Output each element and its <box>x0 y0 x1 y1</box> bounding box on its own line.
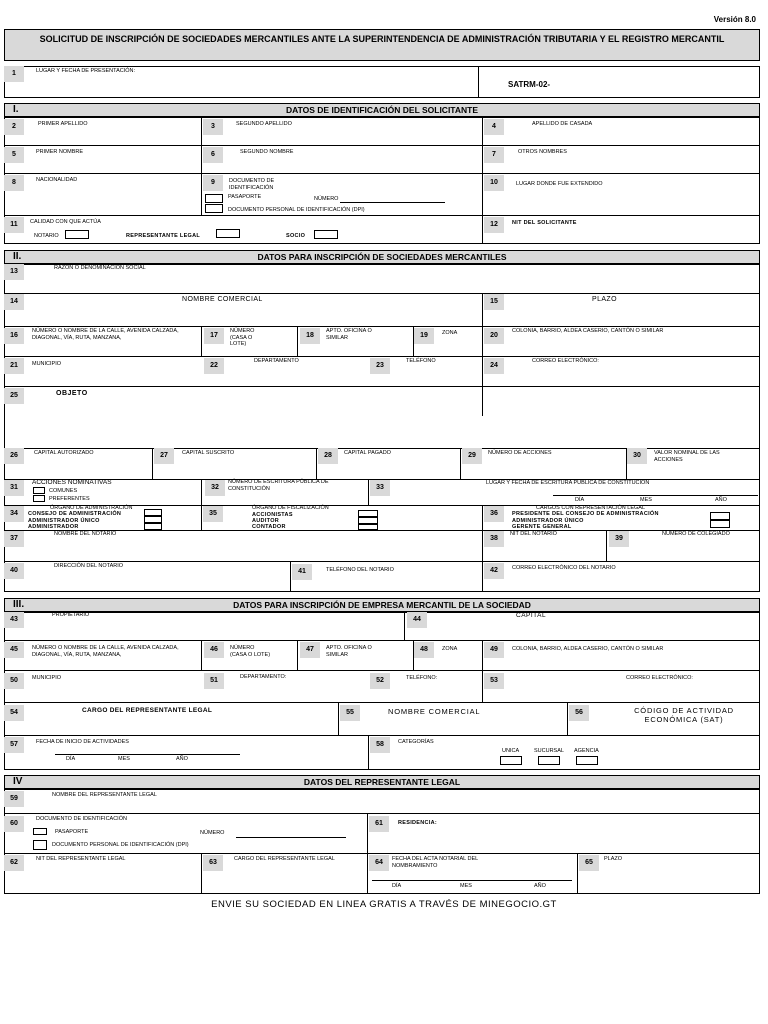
rule-line <box>482 117 483 244</box>
field-number: 12 <box>484 217 504 233</box>
field-number: 48 <box>414 642 434 658</box>
field-label: COLONIA, BARRIO, ALDEA CASERIO, CANTÓN O SIMILAR <box>512 328 664 334</box>
field-number: 49 <box>484 642 504 658</box>
section-4-header: IV DATOS DEL REPRESENTANTE LEGAL <box>4 775 760 789</box>
field-number: 51 <box>204 673 224 689</box>
version-label: Versión 8.0 <box>713 15 756 24</box>
notario-checkbox[interactable] <box>65 230 89 239</box>
field-number: 33 <box>370 480 390 496</box>
field-number: 22 <box>204 358 224 374</box>
form-title: SOLICITUD DE INSCRIPCIÓN DE SOCIEDADES MERCANTILES ANTE LA SUPERINTENDENCIA DE ADMINISTRACIÓN TRIBUTARIA Y EL REGISTRO MERCANTIL <box>39 34 725 44</box>
field-label: NÚMERO DE ESCRITURA PÚBLICA DE CONSTITUCIÓN <box>228 479 329 492</box>
field-label: CAPITAL PAGADO <box>344 450 391 456</box>
rule-line <box>4 386 760 387</box>
field-label: DOCUMENTO DE IDENTIFICACIÓN <box>36 816 127 822</box>
field-label: NOMBRE DEL NOTARIO <box>54 531 117 537</box>
comunes-checkbox[interactable] <box>33 487 45 494</box>
field-number: 50 <box>4 673 24 689</box>
gerente-checkbox[interactable] <box>710 520 730 528</box>
field-label: AÑO <box>176 756 188 762</box>
field-number: 10 <box>484 175 504 191</box>
field-label: CAPITAL <box>516 612 547 619</box>
administrador-checkbox[interactable] <box>144 523 162 530</box>
rule-line <box>577 853 578 894</box>
field-label: ÓRGANO DE FISCALIZACIÓN <box>252 505 329 511</box>
field-number: 24 <box>484 358 504 374</box>
rule-line <box>4 735 760 736</box>
presidente-checkbox[interactable] <box>710 512 730 520</box>
field-number: 57 <box>4 737 24 753</box>
field-11-label: CALIDAD CON QUE ACTÚA <box>30 219 101 225</box>
field-label: TELÉFONO: <box>406 675 438 681</box>
field-number: 21 <box>4 358 24 374</box>
rule-line <box>4 670 760 671</box>
field-label: COLONIA, BARRIO, ALDEA CASERIO, CANTÓN O SIMILAR <box>512 646 664 652</box>
field-number: 46 <box>204 642 224 658</box>
field-label: UNICA <box>502 748 520 754</box>
section-3-header: III. DATOS PARA INSCRIPCIÓN DE EMPRESA MERCANTIL DE LA SOCIEDAD <box>4 598 760 612</box>
sucursal-checkbox[interactable] <box>538 756 560 765</box>
field-number: 11 <box>4 217 24 233</box>
rule-line <box>201 479 202 530</box>
field-label: OBJETO <box>56 390 88 397</box>
field-number: 20 <box>484 328 504 344</box>
rule-line <box>460 448 461 479</box>
rule-line <box>4 215 760 216</box>
field-label: ADMINISTRADOR ÚNICO <box>28 518 100 524</box>
field-label: ZONA <box>442 330 458 336</box>
field-label: GERENTE GENERAL <box>512 524 572 530</box>
field-label: CATEGORÍAS <box>398 739 434 745</box>
field-label: CAPITAL AUTORIZADO <box>34 450 94 456</box>
rule-line <box>201 853 202 894</box>
rule-line <box>297 640 298 670</box>
field-number: 39 <box>609 531 629 547</box>
rule-line <box>4 293 760 294</box>
field-number: 19 <box>414 328 434 344</box>
rule-line <box>55 754 240 755</box>
field-label: CORREO ELECTRÓNICO: <box>626 675 693 681</box>
rule-line <box>367 813 368 894</box>
section-2 <box>4 264 760 592</box>
field-number: 42 <box>484 563 504 579</box>
field-label: ACCIONES NOMINATIVAS <box>32 479 112 486</box>
field-number: 40 <box>4 563 24 579</box>
rule-line <box>404 612 405 640</box>
field-label: CONTADOR <box>252 524 286 530</box>
rule-line <box>4 145 760 146</box>
field-label: APTO. OFICINA O SIMILAR <box>326 645 372 658</box>
field-label: MES <box>118 756 130 762</box>
field-label: RESIDENCIA: <box>398 820 438 826</box>
consejo-checkbox[interactable] <box>144 509 162 516</box>
field-number: 23 <box>370 358 390 374</box>
field-4-label: APELLIDO DE CASADA <box>532 121 593 127</box>
field-number: 17 <box>204 328 224 344</box>
rule-line <box>4 173 760 174</box>
field-number: 54 <box>4 705 24 721</box>
field-3-label: SEGUNDO APELLIDO <box>236 121 292 127</box>
field-label: NOMBRE COMERCIAL <box>388 707 481 716</box>
rule-line <box>4 702 760 703</box>
field-label: DOCUMENTO PERSONAL DE IDENTIFICACIÓN (DPI) <box>228 207 365 213</box>
field-number: 56 <box>569 705 589 721</box>
field-label: DÍA <box>66 756 76 762</box>
rep-passport-checkbox[interactable] <box>33 828 47 835</box>
field-label: REPRESENTANTE LEGAL <box>126 233 201 239</box>
field-label: CAPITAL SUSCRITO <box>182 450 235 456</box>
field-label: CORREO ELECTRÓNICO DEL NOTARIO <box>512 565 616 571</box>
field-label: TELÉFONO <box>406 358 436 364</box>
rule-line <box>316 448 317 479</box>
field-label: VALOR NOMINAL DE LAS ACCIONES <box>654 450 720 463</box>
rule-line <box>606 530 607 561</box>
accionistas-checkbox[interactable] <box>358 510 378 517</box>
rule-line <box>372 880 572 881</box>
rule-line <box>4 530 760 531</box>
rule-line <box>553 495 758 496</box>
field-number: 65 <box>579 855 599 871</box>
field-label: DEPARTAMENTO: <box>240 674 287 680</box>
footer-link[interactable]: ENVIE SU SOCIEDAD EN LINEA GRATIS A TRAVÉS DE MINEGOCIO.GT <box>211 899 557 910</box>
field-label: AÑO <box>715 497 727 503</box>
field-2-label: PRIMER APELLIDO <box>38 121 88 127</box>
field-label: DÍA <box>392 883 402 889</box>
field-label: NÚMERO (CASA O LOTE) <box>230 328 255 347</box>
field-number: 36 <box>484 506 504 522</box>
rule-line <box>4 813 760 814</box>
field-number: 18 <box>300 328 320 344</box>
field-number: 15 <box>484 294 504 310</box>
field-label: PLAZO <box>604 856 623 862</box>
field-12-label: NIT DEL SOLICITANTE <box>512 220 577 226</box>
field-label: ÓRGANO DE ADMINISTRACIÓN <box>50 505 133 511</box>
rule-line <box>4 561 760 562</box>
field-number: 8 <box>4 175 24 191</box>
rule-line <box>4 853 760 854</box>
field-label: AUDITOR <box>252 518 280 524</box>
field-label: PASAPORTE <box>55 829 89 835</box>
field-number: 52 <box>370 673 390 689</box>
field-label: DEPARTAMENTO <box>254 358 299 364</box>
field-5-label: PRIMER NOMBRE <box>36 149 84 155</box>
field-label: NOTARIO <box>34 233 59 239</box>
field-label: PREFERENTES <box>49 496 90 502</box>
field-10-label: LUGAR DONDE FUE EXTENDIDO <box>516 181 603 187</box>
field-number: 34 <box>4 506 24 522</box>
field-label: RAZÓN O DENOMINACIÓN SOCIAL <box>54 265 146 271</box>
field-number: 53 <box>484 673 504 689</box>
rule-line <box>201 640 202 670</box>
field-label: AÑO <box>534 883 546 889</box>
section-2-header: II. DATOS PARA INSCRIPCIÓN DE SOCIEDADES MERCANTILES <box>4 250 760 264</box>
field-label: DOCUMENTO PERSONAL DE IDENTIFICACIÓN (DPI) <box>52 842 189 848</box>
field-1-number: 1 <box>4 66 24 82</box>
field-label: DÍA <box>575 497 585 503</box>
rule-line <box>482 326 483 416</box>
field-label: NÚMERO (CASA O LOTE) <box>230 645 271 658</box>
field-label: CARGOS CON REPRESENTACIÓN LEGAL <box>536 505 646 511</box>
field-number: 6 <box>203 147 223 163</box>
field-number: 31 <box>4 480 24 496</box>
field-number: 38 <box>484 531 504 547</box>
admin-unico-checkbox[interactable] <box>144 516 162 523</box>
field-number: 4 <box>484 119 504 135</box>
rule-line <box>152 448 153 479</box>
field-number: 64 <box>369 855 389 871</box>
agencia-checkbox[interactable] <box>576 756 598 765</box>
field-label: NÚMERO O NOMBRE DE LA CALLE, AVENIDA CALZADA, DIAGONAL, VÍA, RUTA, MANZANA, <box>32 645 179 658</box>
field-label: LUGAR Y FECHA DE ESCRITURA PÚBLICA DE CONSTITUCIÓN <box>486 480 650 486</box>
field-9-label: DOCUMENTO DE IDENTIFICACIÓN <box>229 178 275 191</box>
field-number: 35 <box>203 506 223 522</box>
rule-line <box>4 326 760 327</box>
rule-line <box>4 356 760 357</box>
field-label: SUCURSAL <box>534 748 564 754</box>
form-title-box <box>4 29 760 61</box>
field-label: CARGO DEL REPRESENTANTE LEGAL <box>82 707 213 714</box>
field-number: 30 <box>627 448 647 464</box>
rule-line <box>290 561 291 592</box>
field-label: PROPIETARIO <box>52 612 90 618</box>
field-label: NÚMERO DE COLEGIADO <box>662 531 730 537</box>
field-number: 44 <box>407 612 427 628</box>
field-label: FECHA DE INICIO DE ACTIVIDADES <box>36 739 129 745</box>
rule-line <box>297 326 298 356</box>
field-label: MES <box>460 883 472 889</box>
field-label: CARGO DEL REPRESENTANTE LEGAL <box>234 856 335 862</box>
rep-legal-checkbox[interactable] <box>216 229 240 238</box>
field-label: DIRECCIÓN DEL NOTARIO <box>54 563 124 569</box>
field-number: 60 <box>4 816 24 832</box>
field-label: TELÉFONO DEL NOTARIO <box>326 567 394 573</box>
field-number: 41 <box>292 564 312 580</box>
field-label: NÚMERO O NOMBRE DE LA CALLE, AVENIDA CALZADA, DIAGONAL, VÍA, RUTA, MANZANA, <box>32 328 179 341</box>
field-number: 58 <box>370 737 390 753</box>
rule-line <box>368 735 369 770</box>
rep-dpi-checkbox[interactable] <box>33 840 47 850</box>
field-label: NOMBRE DEL REPRESENTANTE LEGAL <box>52 792 157 798</box>
rule-line <box>482 293 483 326</box>
rule-line <box>4 640 760 641</box>
field-label: ADMINISTRADOR <box>28 524 79 530</box>
field-number: 37 <box>4 531 24 547</box>
rule-line <box>201 117 202 215</box>
rule-line <box>236 837 346 838</box>
field-label: CÓDIGO DE ACTIVIDAD ECONÓMICA (SAT) <box>634 706 734 724</box>
field-label: NIT DEL NOTARIO <box>510 531 557 537</box>
field-label: PRESIDENTE DEL CONSEJO DE ADMINISTRACIÓN <box>512 511 659 517</box>
field-label: FECHA DEL ACTA NOTARIAL DEL NOMBRAMIENTO <box>392 856 478 869</box>
field-label: COMUNES <box>49 488 78 494</box>
field-6-label: SEGUNDO NOMBRE <box>240 149 294 155</box>
section-1-header: I. DATOS DE IDENTIFICACIÓN DEL SOLICITANTE <box>4 103 760 117</box>
field-label: PASAPORTE <box>228 194 262 200</box>
field-number: 14 <box>4 294 24 310</box>
field-label: CORREO ELECTRÓNICO: <box>532 358 599 364</box>
section-1 <box>4 117 760 244</box>
field-label: NÚMERO <box>314 196 339 202</box>
field-label: AGENCIA <box>574 748 599 754</box>
rule-line <box>478 66 479 98</box>
field-label: APTO. OFICINA O SIMILAR <box>326 328 372 341</box>
field-number: 7 <box>484 147 504 163</box>
field-label: CONSEJO DE ADMINISTRACIÓN <box>28 511 122 517</box>
preferentes-checkbox[interactable] <box>33 495 45 502</box>
field-1-label: LUGAR Y FECHA DE PRESENTACIÓN: <box>36 68 136 74</box>
field-label: ADMINISTRADOR ÚNICO <box>512 518 584 524</box>
field-number: 3 <box>203 119 223 135</box>
form-code: SATRM-02- <box>508 80 551 89</box>
auditor-checkbox[interactable] <box>358 517 378 524</box>
field-7-label: OTROS NOMBRES <box>518 149 567 155</box>
field-number: 25 <box>4 388 24 404</box>
field-number: 26 <box>4 448 24 464</box>
field-label: NÚMERO DE ACCIONES <box>488 450 552 456</box>
field-number: 28 <box>318 448 338 464</box>
field-number: 45 <box>4 642 24 658</box>
field-number: 47 <box>300 642 320 658</box>
field-number: 13 <box>4 264 24 280</box>
field-label: NOMBRE COMERCIAL <box>182 296 263 303</box>
unica-checkbox[interactable] <box>500 756 522 765</box>
field-number: 32 <box>205 480 225 496</box>
field-number: 59 <box>4 791 24 807</box>
field-label: ZONA <box>442 646 458 652</box>
field-8-label: NACIONALIDAD <box>36 177 78 183</box>
passport-checkbox[interactable] <box>205 194 223 203</box>
field-label: MUNICIPIO <box>32 675 62 681</box>
field-number: 62 <box>4 855 24 871</box>
socio-checkbox[interactable] <box>314 230 338 239</box>
field-number: 16 <box>4 328 24 344</box>
rule-line <box>201 326 202 356</box>
field-number: 55 <box>340 705 360 721</box>
field-number: 63 <box>203 855 223 871</box>
dpi-checkbox[interactable] <box>205 204 223 213</box>
field-number: 29 <box>462 448 482 464</box>
rule-line <box>482 505 483 561</box>
field-label: SOCIO <box>286 233 306 239</box>
field-number: 61 <box>369 816 389 832</box>
contador-checkbox[interactable] <box>358 524 378 530</box>
rule-line <box>338 702 339 735</box>
field-label: MUNICIPIO <box>32 361 62 367</box>
field-number: 43 <box>4 612 24 628</box>
rule-line <box>482 561 483 592</box>
field-label: ACCIONISTAS <box>252 512 293 518</box>
field-number: 9 <box>203 175 223 191</box>
rule-line <box>340 202 445 203</box>
field-number: 27 <box>154 448 174 464</box>
field-label: NIT DEL REPRESENTANTE LEGAL <box>36 856 126 862</box>
rule-line <box>368 479 369 505</box>
field-label: MES <box>640 497 652 503</box>
rule-line <box>567 702 568 735</box>
field-label: NÚMERO <box>200 830 225 836</box>
rule-line <box>482 640 483 702</box>
field-number: 2 <box>4 119 24 135</box>
field-label: PLAZO <box>592 296 617 303</box>
field-number: 5 <box>4 147 24 163</box>
